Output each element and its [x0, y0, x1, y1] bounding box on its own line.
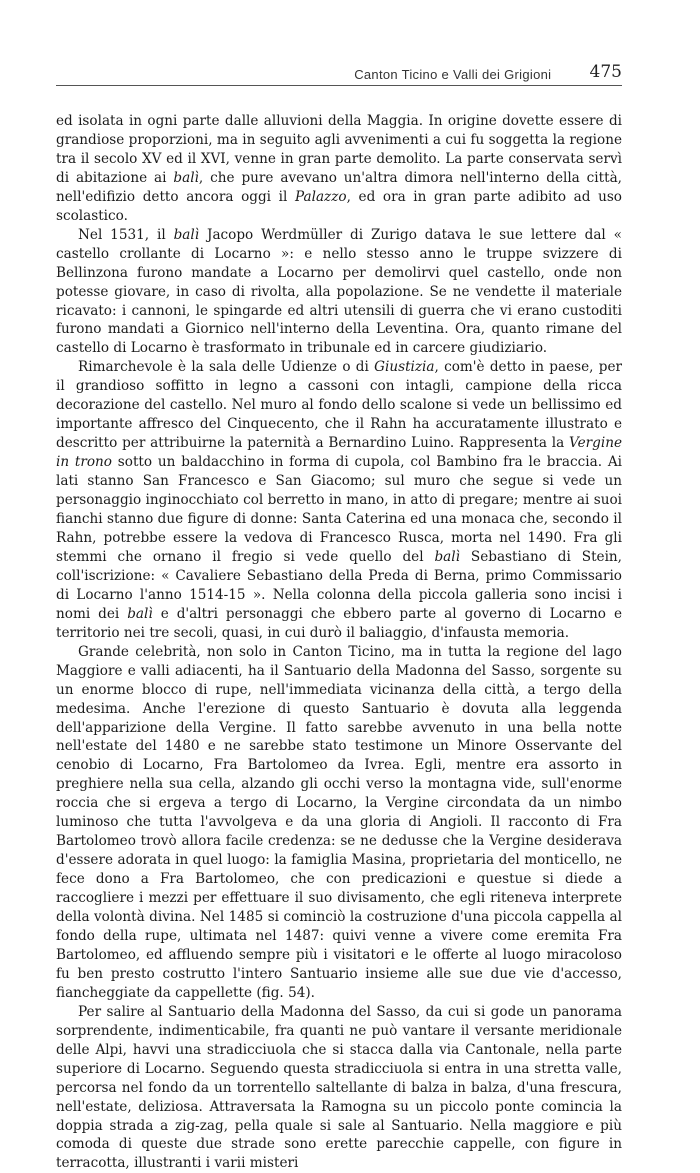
- italic-text: balì: [173, 226, 200, 243]
- paragraph: [56, 112, 622, 226]
- paragraph: [56, 643, 622, 1003]
- italic-text: Vergine in trono: [56, 435, 622, 471]
- text-run: Rimarchevole è la sala delle Udienze o di: [78, 359, 375, 376]
- text-run: Sebastiano di Stein, coll'iscrizione: « Cavaliere Sebastiano della Preda di Berna, primo Commissario di Locarno l'anno 1514-15 ». Nella colonna della piccola galleria sono incisi i nomi dei: [56, 548, 622, 622]
- text-run: Grande celebrità, non solo in Canton Ticino, ma in tutta la regione del lago Maggiore e valli adiacenti, ha il Santuario della Madonna del Sasso, sorgente su un enorme blocco di rupe, nell'immediata vicinanza della città, a tergo della medesima. Anche l'erezione di questo Santuario è dovuta alla leggenda dell'apparizione della Vergine. Il fatto sarebbe avvenuto in una bella notte nell'estate del 1480 e ne sarebbe stato testimone un Minore Osservante del cenobio di Locarno, Fra Bartolomeo da Ivrea. Egli, mentre era assorto in preghiere nella sua cella, alzando gli occhi verso la montagna vide, sull'enorme roccia che si ergeva a tergo di Locarno, la Vergine circondata da un nimbo luminoso che tutta l'avvolgeva e da una gloria di Angioli. Il racconto di Fra Bartolomeo trovò allora facile credenza: se ne dedusse che la Vergine desiderava d'essere adorata in quel luogo: la famiglia Masina, proprietaria del monticello, ne fece dono a Fra Bartolomeo, che con predicazioni e questue si diede a raccogliere i mezzi per effettuare il suo divisamento, che egli riteneva interprete della volontà divina. Nel 1485 si cominciò la costruzione d'una piccola cappella al fondo della rupe, ultimata nel 1487: quivi venne a vivere come eremita Fra Bartolomeo, ed affluendo sempre più i visitatori e le offerte al luogo miracoloso fu ben presto costrutto l'intero Santuario insieme alle sue due vie d'accesso, fiancheggiate da cappellette (fig. 54).: [56, 643, 622, 1001]
- italic-text: balì: [173, 169, 199, 186]
- text-run: e d'altri personaggi che ebbero parte al governo di Locarno e territorio nei tre secoli, quasi, in cui durò il baliaggio, d'infausta memoria.: [56, 605, 622, 641]
- paragraph: [56, 1003, 622, 1173]
- text-run: , ed ora in gran parte adibito ad uso scolastico.: [56, 188, 622, 224]
- italic-text: balì: [434, 548, 460, 565]
- body-text: [56, 112, 622, 1173]
- running-header: [56, 56, 622, 86]
- running-title: Canton Ticino e Valli dei Grigioni: [354, 67, 552, 82]
- text-run: ed isolata in ogni parte dalle alluvioni della Maggia. In origine dovette essere di grandiose proporzioni, ma in seguito agli avvenimenti a cui fu soggetta la regione tra il secolo XV ed il XVI, venne in gran parte demolito. La parte conservata servì di abitazione ai: [56, 113, 622, 186]
- paragraph: [56, 226, 622, 359]
- text-run: Per salire al Santuario della Madonna del Sasso, da cui si gode un panorama sorprendente, indimenticabile, fra quanti ne può vantare il versante meridionale delle Alpi, havvi una stradicciuola che si stacca dalla via Cantonale, nella parte superiore di Locarno. Seguendo questa stradicciuola si entra in una stretta valle, percorsa nel fondo da un torrentello saltellante di balza in balza, d'una frescura, nell'estate, deliziosa. Attraversata la Ramogna su un piccolo ponte comincia la doppia strada a zig-zag, pella quale si sale al Santuario. Nella maggiore e più comoda di queste due strade sono erette parecchie cappelle, con figure in terracotta, illustranti i varii misteri: [56, 1003, 622, 1172]
- text-run: Nel 1531, il: [78, 226, 174, 243]
- text-run: sotto un baldacchino in forma di cupola, col Bambino fra le braccia. Ai lati stanno San Francesco e San Giacomo; sul muro che segue si vede un personaggio inginocchiato col berretto in mano, in atto di pregare; mentre ai suoi fianchi stanno due figure di donne: Santa Caterina ed una monaca che, secondo il Rahn, potrebbe essere la vedova di Francesco Rusca, morta nel 1490. Fra gli stemmi che ornano il fregio si vede quello del: [56, 454, 622, 565]
- text-run: Jacopo Werdmüller di Zurigo datava le sue lettere dal « castello crollante di Locarno »: e nello stesso anno le truppe svizzere di Bellinzona furono mandate a Locarno per demolirvi quel castello, onde non potesse giovare, in caso di rivolta, alla popolazione. Se ne vendette il materiale ricavato: i cannoni, le spingarde ed altri utensili di guerra che vi erano custoditi furono mandati a Giornico nell'interno della Leventina. Ora, quanto rimane del castello di Locarno è trasformato in tribunale ed in carcere giudiziario.: [56, 226, 622, 357]
- italic-text: Giustizia: [374, 359, 435, 376]
- text-run: , che pure avevano un'altra dimora nell'interno della città, nell'edifizio detto ancora oggi il: [56, 169, 622, 205]
- text-run: , com'è detto in paese, per il grandioso soffitto in legno a cassoni con intagli, campione della ricca decorazione del castello. Nel muro al fondo dello scalone si vede un bellissimo ed importante affresco del Cinquecento, che il Rahn ha accuratamente illustrato e descritto per attribuirne la paternità a Bernardino Luino. Rappresenta la: [56, 359, 623, 452]
- paragraph: [56, 358, 622, 642]
- italic-text: balì: [127, 605, 153, 622]
- page-number: 475: [589, 62, 622, 82]
- italic-text: Palazzo: [294, 188, 347, 205]
